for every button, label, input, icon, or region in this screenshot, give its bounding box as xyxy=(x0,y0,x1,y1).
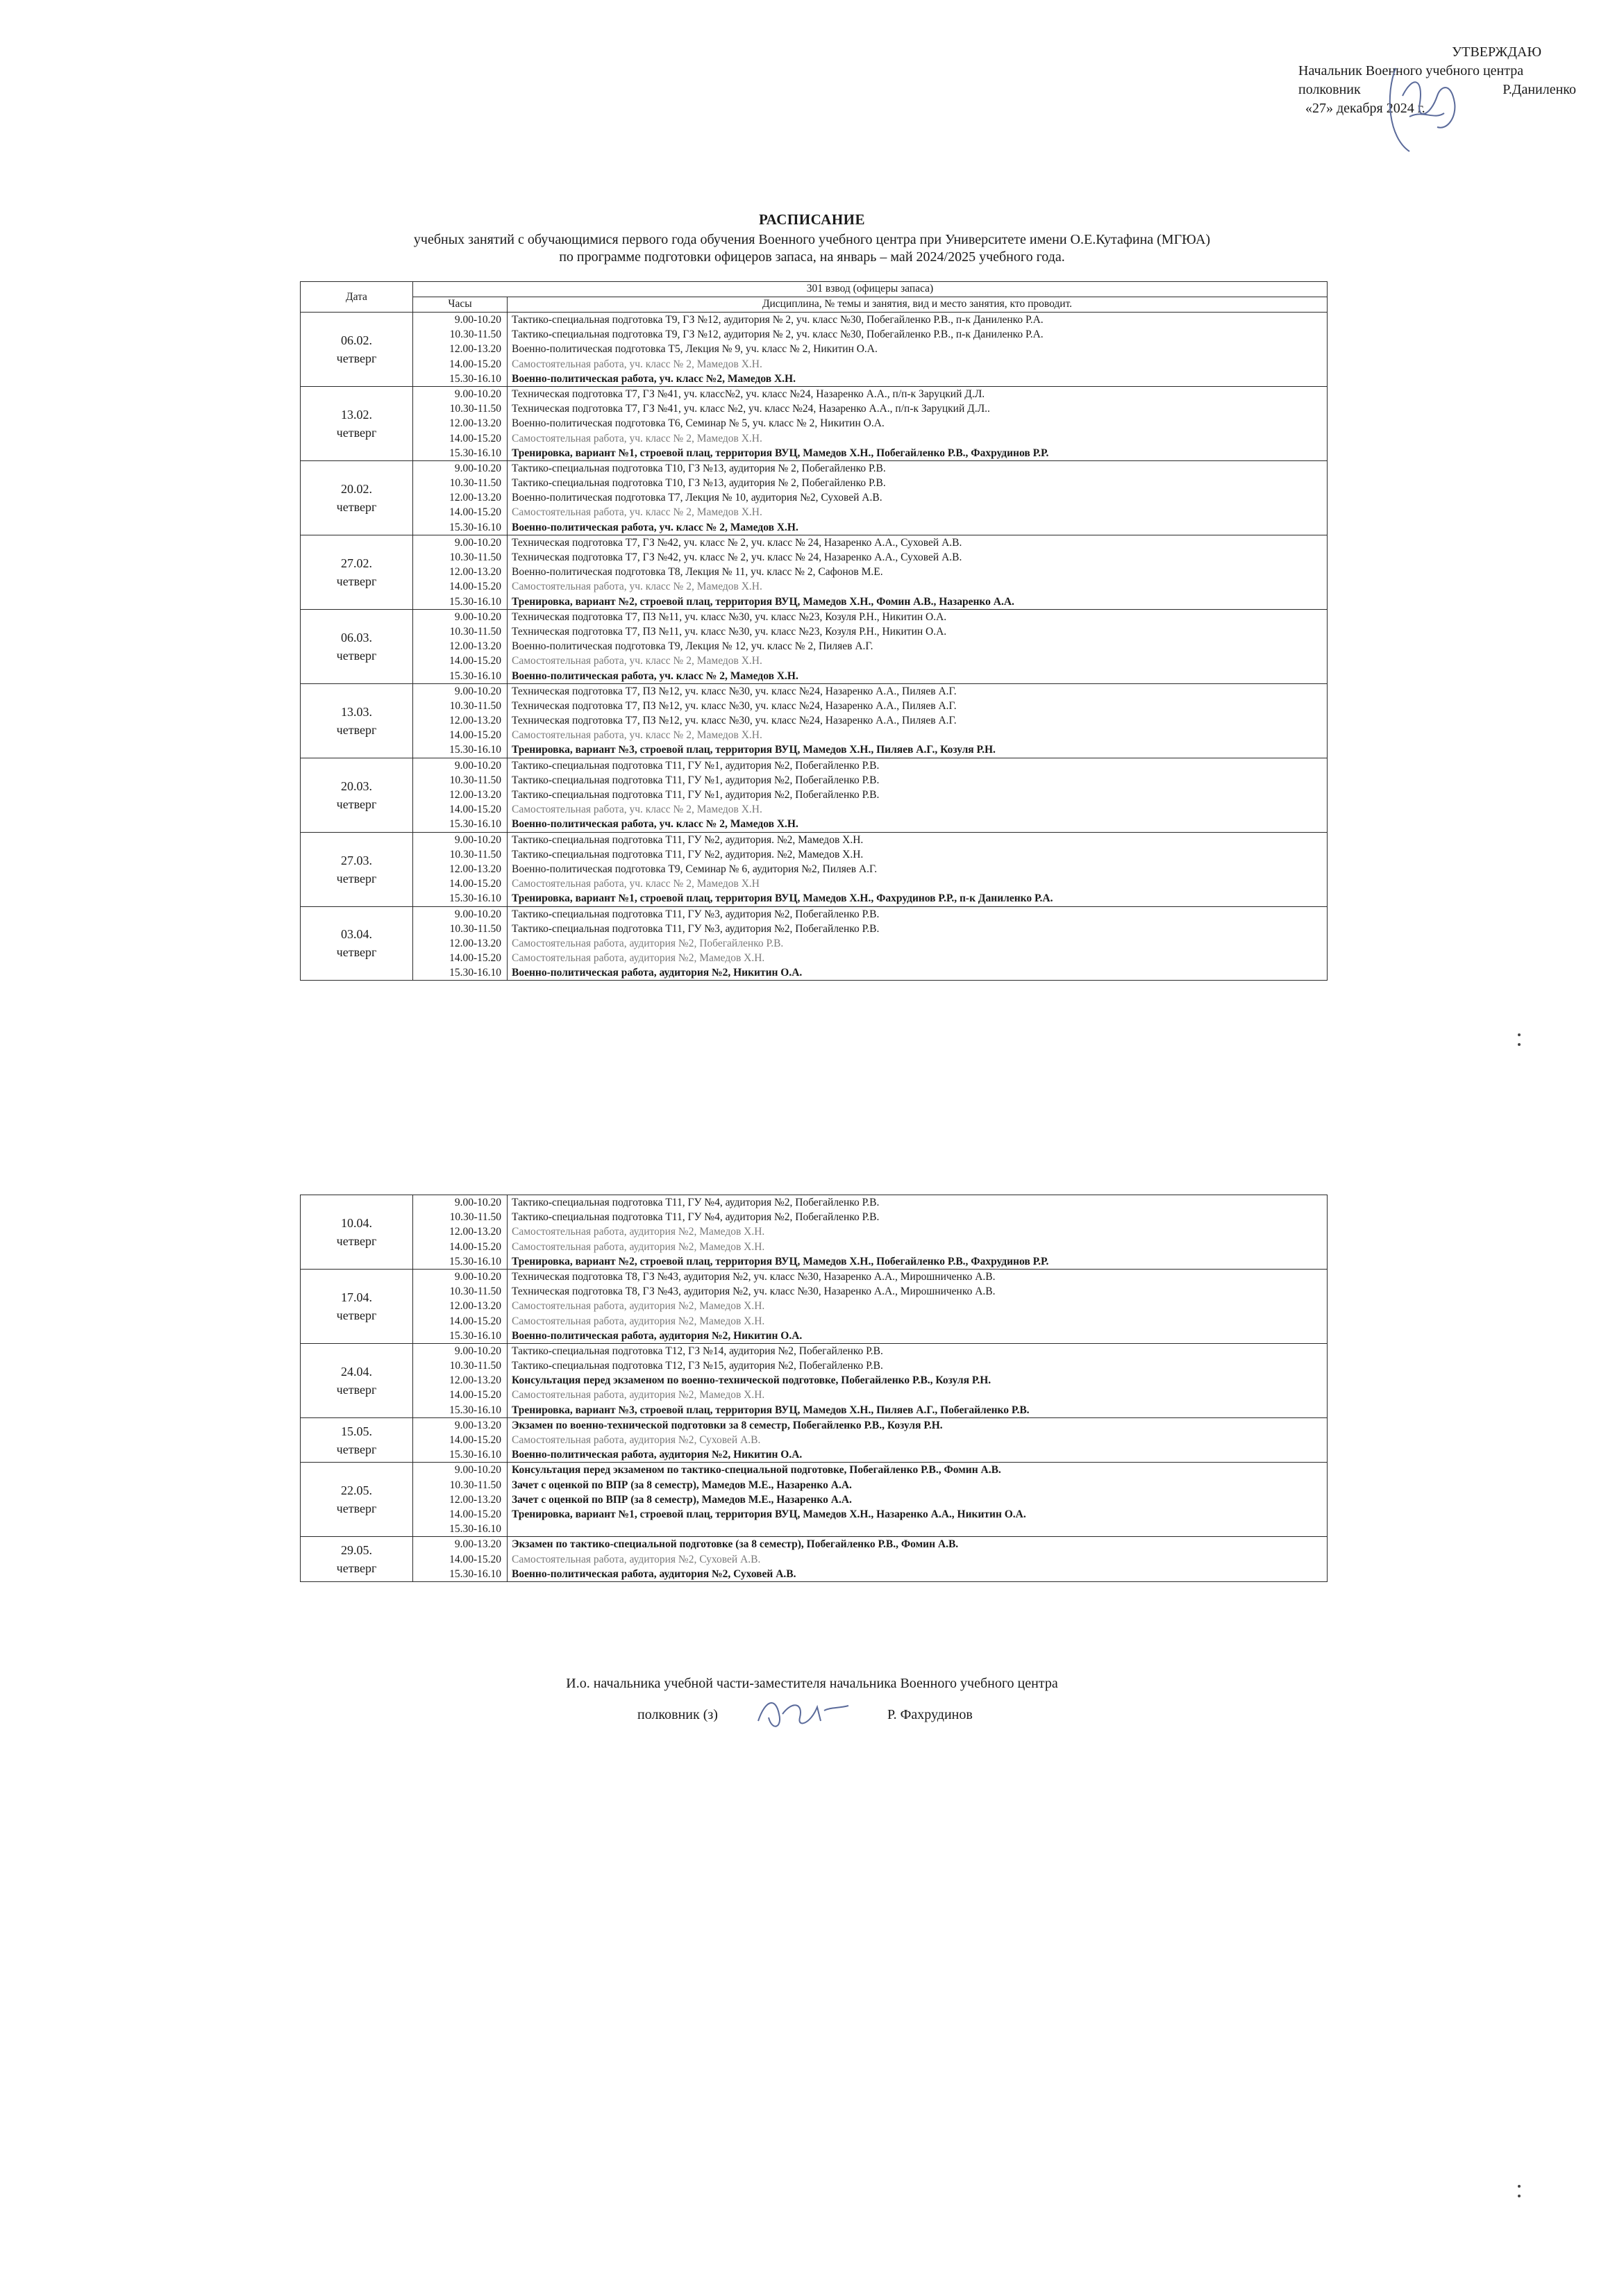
day-date: 15.05. xyxy=(341,1424,372,1438)
day-times-cell xyxy=(413,1343,508,1417)
lesson-description: Тактико-специальная подготовка Т11, ГУ №1, аудитория №2, Побегайленко Р.В. xyxy=(512,774,880,786)
lesson-description: Военно-политическая работа, уч. класс № 2, Мамедов Х.Н. xyxy=(512,818,798,831)
lesson-time: 9.00-10.20 xyxy=(454,1270,501,1283)
approval-signature xyxy=(1382,54,1465,158)
day-row xyxy=(301,758,1328,832)
header-group: 301 взвод (офицеры запаса) xyxy=(413,282,1328,297)
scan-mark xyxy=(1518,2195,1521,2197)
lesson-time: 12.00-13.20 xyxy=(449,492,501,504)
day-weekday: четверг xyxy=(336,648,377,663)
lesson-time: 10.30-11.50 xyxy=(449,477,501,490)
lesson-time: 15.30-16.10 xyxy=(449,1523,501,1536)
day-row xyxy=(301,683,1328,758)
lesson-description: Военно-политическая работа, уч. класс № 2, Мамедов Х.Н. xyxy=(512,669,798,682)
lesson-description: Тактико-специальная подготовка Т9, ГЗ №12, аудитория № 2, уч. класс №30, Побегайленко Р.В., п-к Даниленко Р.А. xyxy=(512,328,1044,341)
day-date-cell xyxy=(301,386,413,460)
approval-title: УТВЕРЖДАЮ xyxy=(1452,44,1541,60)
lesson-description: Тактико-специальная подготовка Т11, ГУ №4, аудитория №2, Побегайленко Р.В. xyxy=(512,1197,880,1208)
lesson-description: Самостоятельная работа, уч. класс № 2, Мамедов Х.Н. xyxy=(512,804,762,816)
lesson-time: 14.00-15.20 xyxy=(449,1240,501,1253)
lesson-description: Тактико-специальная подготовка Т10, ГЗ №13, аудитория № 2, Побегайленко Р.В. xyxy=(512,477,886,490)
day-lessons-cell xyxy=(508,386,1328,460)
lesson-time: 14.00-15.20 xyxy=(449,655,501,667)
lesson-description: Техническая подготовка Т7, ПЗ №11, уч. класс №30, уч. класс №23, Козуля Р.Н., Никитин О.А. xyxy=(512,625,947,638)
lesson-time: 10.30-11.50 xyxy=(449,403,501,415)
lesson-time: 10.30-11.50 xyxy=(449,699,501,712)
lesson-description: Тактико-специальная подготовка Т11, ГУ №1, аудитория №2, Побегайленко Р.В. xyxy=(512,789,880,801)
lesson-time: 10.30-11.50 xyxy=(449,1360,501,1372)
lesson-description: Техническая подготовка Т7, ПЗ №12, уч. класс №30, уч. класс №24, Назаренко А.А., Пиляев А.Г. xyxy=(512,685,957,697)
lesson-description: Самостоятельная работа, аудитория №2, Мамедов Х.Н. xyxy=(512,1389,765,1401)
day-row xyxy=(301,832,1328,906)
lesson-time: 14.00-15.20 xyxy=(449,1434,501,1446)
day-date-cell xyxy=(301,1463,413,1537)
day-date-cell xyxy=(301,535,413,609)
lesson-description: Тактико-специальная подготовка Т12, ГЗ №15, аудитория №2, Побегайленко Р.В. xyxy=(512,1360,883,1372)
lesson-description: Техническая подготовка Т7, ПЗ №12, уч. класс №30, уч. класс №24, Назаренко А.А., Пиляев А.Г. xyxy=(512,715,957,727)
lesson-description: Самостоятельная работа, уч. класс № 2, Мамедов Х.Н. xyxy=(512,729,762,742)
lesson-time: 9.00-10.20 xyxy=(454,1345,501,1357)
lesson-description: Военно-политическая подготовка Т7, Лекция № 10, аудитория №2, Суховей А.В. xyxy=(512,492,882,504)
lesson-description: Самостоятельная работа, уч. класс № 2, Мамедов Х.Н. xyxy=(512,506,762,519)
lesson-time: 14.00-15.20 xyxy=(449,1508,501,1520)
lesson-time: 15.30-16.10 xyxy=(449,967,501,979)
day-times-cell xyxy=(413,535,508,609)
lesson-description: Тактико-специальная подготовка Т10, ГЗ №13, аудитория № 2, Побегайленко Р.В. xyxy=(512,462,886,474)
lesson-description: Техническая подготовка Т7, ПЗ №12, уч. класс №30, уч. класс №24, Назаренко А.А., Пиляев А.Г. xyxy=(512,699,957,712)
lesson-time: 14.00-15.20 xyxy=(449,581,501,593)
header-date: Дата xyxy=(301,282,413,313)
lesson-description: Военно-политическая подготовка Т6, Семинар № 5, уч. класс № 2, Никитин О.А. xyxy=(512,417,885,430)
day-date: 03.04. xyxy=(341,927,372,942)
lesson-description: Экзамен по военно-технической подготовки за 8 семестр, Побегайленко Р.В., Козуля Р.Н. xyxy=(512,1419,943,1431)
lesson-description: Тактико-специальная подготовка Т11, ГУ №3, аудитория №2, Побегайленко Р.В. xyxy=(512,922,880,935)
schedule-table-page1 xyxy=(300,281,1328,981)
lesson-description: Военно-политическая подготовка Т5, Лекция № 9, уч. класс № 2, Никитин О.А. xyxy=(512,343,878,356)
lesson-description: Тактико-специальная подготовка Т11, ГУ №3, аудитория №2, Побегайленко Р.В. xyxy=(512,908,880,920)
lesson-time: 9.00-10.20 xyxy=(454,1197,501,1208)
lesson-time: 9.00-10.20 xyxy=(454,1464,501,1476)
day-row xyxy=(301,609,1328,683)
day-lessons-cell xyxy=(508,535,1328,609)
day-lessons-cell xyxy=(508,609,1328,683)
day-date: 10.04. xyxy=(341,1215,372,1230)
lesson-time: 12.00-13.20 xyxy=(449,640,501,653)
day-times-cell xyxy=(413,313,508,387)
day-lessons-cell xyxy=(508,906,1328,981)
lesson-time: 14.00-15.20 xyxy=(449,432,501,444)
lesson-description: Тактико-специальная подготовка Т11, ГУ №2, аудитория. №2, Мамедов Х.Н. xyxy=(512,848,864,860)
day-times-cell xyxy=(413,1195,508,1270)
day-date: 13.03. xyxy=(341,704,372,719)
lesson-time: 9.00-10.20 xyxy=(454,833,501,846)
day-times-cell xyxy=(413,832,508,906)
lesson-time: 12.00-13.20 xyxy=(449,566,501,579)
day-times-cell xyxy=(413,460,508,535)
day-date-cell xyxy=(301,313,413,387)
lesson-description: Военно-политическая работа, аудитория №2, Никитин О.А. xyxy=(512,1329,803,1342)
day-lessons-cell xyxy=(508,460,1328,535)
lesson-description: Консультация перед экзаменом по военно-технической подготовке, Побегайленко Р.В., Козуля Р.Н. xyxy=(512,1374,991,1387)
header-discipline: Дисциплина, № темы и занятия, вид и место занятия, кто проводит. xyxy=(508,297,1328,313)
day-row xyxy=(301,1463,1328,1537)
lesson-time: 12.00-13.20 xyxy=(449,1374,501,1387)
schedule-subtitle-line2: по программе подготовки офицеров запаса, на январь – май 2024/2025 учебного года. xyxy=(559,249,1065,265)
lesson-time: 12.00-13.20 xyxy=(449,417,501,430)
lesson-time: 15.30-16.10 xyxy=(449,818,501,831)
day-date-cell xyxy=(301,906,413,981)
lesson-description: Военно-политическая работа, аудитория №2, Никитин О.А. xyxy=(512,967,803,979)
lesson-description: Техническая подготовка Т7, ГЗ №41, уч. класс №2, уч. класс №24, Назаренко А.А., п/п-к Заруцкий Д.Л.. xyxy=(512,403,990,415)
header-hours: Часы xyxy=(413,297,508,313)
day-weekday: четверг xyxy=(336,1442,377,1456)
lesson-description xyxy=(508,1522,1327,1536)
footer-rank: полковник (з) xyxy=(637,1707,718,1722)
day-date: 27.02. xyxy=(341,556,372,570)
day-date-cell xyxy=(301,758,413,832)
lesson-time: 15.30-16.10 xyxy=(449,521,501,533)
day-lessons-cell xyxy=(508,683,1328,758)
lesson-description: Военно-политическая работа, уч. класс № 2, Мамедов Х.Н. xyxy=(512,521,798,533)
lesson-description: Военно-политическая подготовка Т9, Лекция № 12, уч. класс № 2, Пиляев А.Г. xyxy=(512,640,873,653)
day-row xyxy=(301,1343,1328,1417)
lesson-description: Самостоятельная работа, аудитория №2, Мамедов Х.Н. xyxy=(512,1315,765,1327)
lesson-time: 14.00-15.20 xyxy=(449,878,501,890)
footer-name: Р. Фахрудинов xyxy=(887,1707,973,1722)
lesson-description: Самостоятельная работа, аудитория №2, Мамедов Х.Н. xyxy=(512,952,765,965)
lesson-description: Тренировка, вариант №3, строевой плац, территория ВУЦ, Мамедов Х.Н., Пиляев А.Г., Побегайленко Р.В. xyxy=(512,1404,1030,1416)
schedule-title: РАСПИСАНИЕ xyxy=(758,211,866,228)
day-weekday: четверг xyxy=(336,1561,377,1576)
lesson-time: 12.00-13.20 xyxy=(449,715,501,727)
day-row xyxy=(301,313,1328,387)
lesson-time: 15.30-16.10 xyxy=(449,447,501,459)
day-row xyxy=(301,386,1328,460)
lesson-time: 10.30-11.50 xyxy=(449,625,501,638)
lesson-description: Самостоятельная работа, аудитория №2, Мамедов Х.Н. xyxy=(512,1240,765,1253)
day-times-cell xyxy=(413,1269,508,1343)
lesson-time: 14.00-15.20 xyxy=(449,729,501,742)
lesson-time: 9.00-10.20 xyxy=(454,610,501,623)
lesson-description: Тренировка, вариант №1, строевой плац, территория ВУЦ, Мамедов Х.Н., Фахрудинов Р.Р., п-к Даниленко Р.А. xyxy=(512,892,1053,905)
day-date: 22.05. xyxy=(341,1483,372,1498)
approval-rank: полковник xyxy=(1298,82,1361,97)
day-times-cell xyxy=(413,683,508,758)
day-lessons-cell xyxy=(508,313,1328,387)
day-weekday: четверг xyxy=(336,1382,377,1397)
lesson-time: 15.30-16.10 xyxy=(449,892,501,905)
day-date: 27.03. xyxy=(341,853,372,867)
lesson-description: Самостоятельная работа, аудитория №2, Мамедов Х.Н. xyxy=(512,1300,765,1313)
day-lessons-cell xyxy=(508,832,1328,906)
day-date-cell xyxy=(301,1417,413,1463)
day-times-cell xyxy=(413,906,508,981)
lesson-time: 15.30-16.10 xyxy=(449,744,501,756)
approval-name: Р.Даниленко xyxy=(1502,82,1576,97)
lesson-time: 9.00-10.20 xyxy=(454,314,501,326)
lesson-time: 15.30-16.10 xyxy=(449,1255,501,1267)
lesson-time: 14.00-15.20 xyxy=(449,1389,501,1401)
day-weekday: четверг xyxy=(336,425,377,440)
lesson-description: Техническая подготовка Т7, ГЗ №41, уч. класс№2, уч. класс №24, Назаренко А.А., п/п-к Заруцкий Д.Л. xyxy=(512,388,985,400)
lesson-description: Тренировка, вариант №1, строевой плац, территория ВУЦ, Мамедов Х.Н., Побегайленко Р.В., Фахрудинов Р.Р. xyxy=(512,447,1049,459)
lesson-description: Тренировка, вариант №3, строевой плац, территория ВУЦ, Мамедов Х.Н., Пиляев А.Г., Козуля Р.Н. xyxy=(512,744,996,756)
lesson-time: 10.30-11.50 xyxy=(449,1211,501,1224)
day-row xyxy=(301,535,1328,609)
lesson-description: Военно-политическая подготовка Т9, Семинар № 6, аудитория №2, Пиляев А.Г. xyxy=(512,863,878,875)
day-times-cell xyxy=(413,758,508,832)
day-row xyxy=(301,460,1328,535)
lesson-description: Тренировка, вариант №1, строевой плац, территория ВУЦ, Мамедов Х.Н., Назаренко А.А., Никитин О.А. xyxy=(512,1508,1026,1520)
day-date: 24.04. xyxy=(341,1364,372,1379)
lesson-description: Самостоятельная работа, уч. класс № 2, Мамедов Х.Н. xyxy=(512,655,762,667)
lesson-time: 10.30-11.50 xyxy=(449,328,501,341)
lesson-time: 9.00-13.20 xyxy=(454,1538,501,1551)
lesson-description: Тактико-специальная подготовка Т9, ГЗ №12, аудитория № 2, уч. класс №30, Побегайленко Р.В., п-к Даниленко Р.А. xyxy=(512,314,1044,326)
lesson-time: 10.30-11.50 xyxy=(449,922,501,935)
day-lessons-cell xyxy=(508,1195,1328,1270)
day-date: 06.03. xyxy=(341,630,372,644)
lesson-time: 9.00-10.20 xyxy=(454,388,501,400)
lesson-time: 12.00-13.20 xyxy=(449,343,501,356)
day-weekday: четверг xyxy=(336,574,377,588)
lesson-time: 9.00-10.20 xyxy=(454,685,501,697)
lesson-time: 10.30-11.50 xyxy=(449,774,501,786)
lesson-description: Консультация перед экзаменом по тактико-специальной подготовке, Побегайленко Р.В., Фомин А.В. xyxy=(512,1464,1001,1476)
day-weekday: четверг xyxy=(336,1308,377,1322)
lesson-description: Самостоятельная работа, уч. класс № 2, Мамедов Х.Н. xyxy=(512,358,762,370)
day-row xyxy=(301,1417,1328,1463)
approval-date: «27» декабря 2024 г. xyxy=(1305,101,1425,116)
lesson-description: Тактико-специальная подготовка Т12, ГЗ №14, аудитория №2, Побегайленко Р.В. xyxy=(512,1345,883,1357)
day-date-cell xyxy=(301,832,413,906)
lesson-time: 15.30-16.10 xyxy=(449,669,501,682)
day-date-cell xyxy=(301,460,413,535)
lesson-time: 10.30-11.50 xyxy=(449,1479,501,1491)
day-weekday: четверг xyxy=(336,871,377,885)
lesson-description: Зачет с оценкой по ВПР (за 8 семестр), Мамедов М.Е., Назаренко А.А. xyxy=(512,1479,852,1491)
lesson-description: Военно-политическая работа, аудитория №2, Никитин О.А. xyxy=(512,1449,803,1461)
lesson-description: Самостоятельная работа, аудитория №2, Суховей А.В. xyxy=(512,1434,761,1446)
day-lessons-cell xyxy=(508,1463,1328,1537)
lesson-time: 9.00-13.20 xyxy=(454,1419,501,1431)
day-row xyxy=(301,906,1328,981)
lesson-description: Техническая подготовка Т7, ГЗ №42, уч. класс № 2, уч. класс № 24, Назаренко А.А., Суховей А.В. xyxy=(512,536,962,549)
lesson-time: 12.00-13.20 xyxy=(449,1493,501,1506)
lesson-description: Самостоятельная работа, аудитория №2, Мамедов Х.Н. xyxy=(512,1226,765,1238)
lesson-description: Экзамен по тактико-специальной подготовке (за 8 семестр), Побегайленко Р.В., Фомин А.В. xyxy=(512,1538,959,1551)
lesson-description: Техническая подготовка Т7, ПЗ №11, уч. класс №30, уч. класс №23, Козуля Р.Н., Никитин О.А. xyxy=(512,610,947,623)
lesson-time: 10.30-11.50 xyxy=(449,848,501,860)
day-times-cell xyxy=(413,1417,508,1463)
lesson-time: 12.00-13.20 xyxy=(449,789,501,801)
lesson-time: 9.00-10.20 xyxy=(454,908,501,920)
day-times-cell xyxy=(413,386,508,460)
day-weekday: четверг xyxy=(336,945,377,960)
schedule-table-page2 xyxy=(300,1195,1328,1582)
lesson-time: 9.00-10.20 xyxy=(454,462,501,474)
day-lessons-cell xyxy=(508,1417,1328,1463)
day-date-cell xyxy=(301,1537,413,1582)
day-times-cell xyxy=(413,609,508,683)
lesson-description: Зачет с оценкой по ВПР (за 8 семестр), Мамедов М.Е., Назаренко А.А. xyxy=(512,1493,852,1506)
approval-position: Начальник Военного учебного центра xyxy=(1298,63,1524,78)
day-date: 17.04. xyxy=(341,1290,372,1304)
day-date: 13.02. xyxy=(341,407,372,422)
day-times-cell xyxy=(413,1537,508,1582)
day-weekday: четверг xyxy=(336,351,377,365)
day-row xyxy=(301,1537,1328,1582)
lesson-time: 10.30-11.50 xyxy=(449,1286,501,1298)
lesson-time: 15.30-16.10 xyxy=(449,595,501,608)
schedule-subtitle-line1: учебных занятий с обучающимися первого года обучения Военного учебного центра при Университете имени О.Е.Кутафина (МГЮА) xyxy=(413,232,1211,247)
lesson-description: Военно-политическая работа, уч. класс №2, Мамедов Х.Н. xyxy=(512,372,796,385)
lesson-description: Военно-политическая подготовка Т8, Лекция № 11, уч. класс № 2, Сафонов М.Е. xyxy=(512,566,883,579)
lesson-time: 15.30-16.10 xyxy=(449,1329,501,1342)
lesson-time: 15.30-16.10 xyxy=(449,372,501,385)
scan-mark xyxy=(1518,1033,1521,1036)
lesson-time: 9.00-10.20 xyxy=(454,759,501,772)
scan-mark xyxy=(1518,1043,1521,1046)
day-row xyxy=(301,1195,1328,1270)
lesson-time: 14.00-15.20 xyxy=(449,506,501,519)
lesson-time: 12.00-13.20 xyxy=(449,863,501,875)
lesson-description: Самостоятельная работа, аудитория №2, Побегайленко Р.В. xyxy=(512,937,784,949)
footer-position: И.о. начальника учебной части-заместителя начальника Военного учебного центра xyxy=(566,1676,1058,1691)
day-date: 06.02. xyxy=(341,333,372,347)
lesson-time: 9.00-10.20 xyxy=(454,536,501,549)
day-date-cell xyxy=(301,1343,413,1417)
lesson-description: Тренировка, вариант №2, строевой плац, территория ВУЦ, Мамедов Х.Н., Фомин А.В., Назаренко А.А. xyxy=(512,595,1014,608)
day-lessons-cell xyxy=(508,1537,1328,1582)
lesson-description: Самостоятельная работа, уч. класс № 2, Мамедов Х.Н xyxy=(512,878,760,890)
lesson-time: 14.00-15.20 xyxy=(449,804,501,816)
lesson-description: Тактико-специальная подготовка Т11, ГУ №2, аудитория. №2, Мамедов Х.Н. xyxy=(512,833,864,846)
lesson-time: 12.00-13.20 xyxy=(449,1300,501,1313)
lesson-description: Техническая подготовка Т7, ГЗ №42, уч. класс № 2, уч. класс № 24, Назаренко А.А., Суховей А.В. xyxy=(512,551,962,563)
lesson-time: 14.00-15.20 xyxy=(449,1553,501,1565)
day-weekday: четверг xyxy=(336,797,377,811)
day-times-cell xyxy=(413,1463,508,1537)
lesson-description: Техническая подготовка Т8, ГЗ №43, аудитория №2, уч. класс №30, Назаренко А.А., Мирошниченко А.В. xyxy=(512,1270,996,1283)
lesson-description: Тактико-специальная подготовка Т11, ГУ №1, аудитория №2, Побегайленко Р.В. xyxy=(512,759,880,772)
lesson-description: Тренировка, вариант №2, строевой плац, территория ВУЦ, Мамедов Х.Н., Побегайленко Р.В., Фахрудинов Р.Р. xyxy=(512,1255,1049,1267)
lesson-time: 14.00-15.20 xyxy=(449,1315,501,1327)
day-date: 29.05. xyxy=(341,1543,372,1558)
day-lessons-cell xyxy=(508,758,1328,832)
lesson-time: 14.00-15.20 xyxy=(449,952,501,965)
scan-mark xyxy=(1518,2185,1521,2188)
footer-signature xyxy=(751,1693,855,1735)
day-date-cell xyxy=(301,609,413,683)
lesson-time: 15.30-16.10 xyxy=(449,1449,501,1461)
lesson-description: Самостоятельная работа, уч. класс № 2, Мамедов Х.Н. xyxy=(512,581,762,593)
day-weekday: четверг xyxy=(336,1501,377,1516)
lesson-description: Техническая подготовка Т8, ГЗ №43, аудитория №2, уч. класс №30, Назаренко А.А., Мирошниченко А.В. xyxy=(512,1286,996,1298)
day-date: 20.03. xyxy=(341,779,372,793)
day-date-cell xyxy=(301,1195,413,1270)
lesson-time: 10.30-11.50 xyxy=(449,551,501,563)
day-date: 20.02. xyxy=(341,481,372,496)
lesson-time: 14.00-15.20 xyxy=(449,358,501,370)
day-lessons-cell xyxy=(508,1343,1328,1417)
lesson-description: Тактико-специальная подготовка Т11, ГУ №4, аудитория №2, Побегайленко Р.В. xyxy=(512,1211,880,1224)
day-date-cell xyxy=(301,1269,413,1343)
lesson-description: Самостоятельная работа, аудитория №2, Суховей А.В. xyxy=(512,1553,761,1565)
day-row xyxy=(301,1269,1328,1343)
lesson-time: 12.00-13.20 xyxy=(449,937,501,949)
day-date-cell xyxy=(301,683,413,758)
lesson-time: 15.30-16.10 xyxy=(449,1404,501,1416)
lesson-time: 12.00-13.20 xyxy=(449,1226,501,1238)
day-weekday: четверг xyxy=(336,1233,377,1248)
lesson-time: 15.30-16.10 xyxy=(449,1567,501,1580)
lesson-description: Военно-политическая работа, аудитория №2, Суховей А.В. xyxy=(512,1567,796,1580)
day-weekday: четверг xyxy=(336,722,377,737)
table-header-row xyxy=(301,282,1328,297)
day-lessons-cell xyxy=(508,1269,1328,1343)
lesson-description: Самостоятельная работа, уч. класс № 2, Мамедов Х.Н. xyxy=(512,432,762,444)
table-subheader-row xyxy=(301,297,1328,313)
day-weekday: четверг xyxy=(336,499,377,514)
